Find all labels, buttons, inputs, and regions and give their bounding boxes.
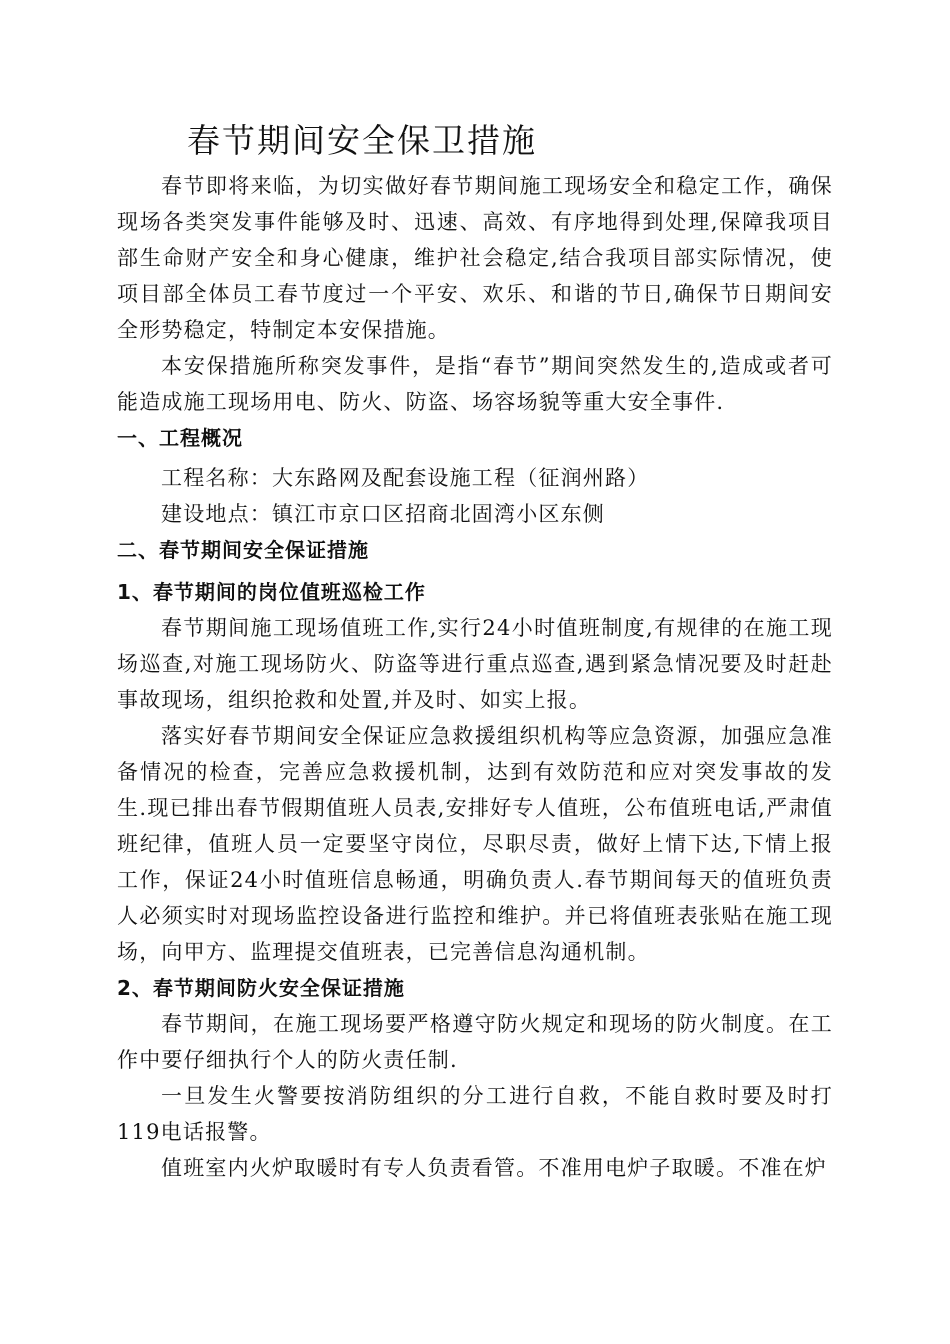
project-name-line: 工程名称：大东路网及配套设施工程（征润州路） bbox=[161, 466, 650, 490]
intro-paragraph-1: 春节即将来临，为切实做好春节期间施工现场安全和稳定工作，确保现场各类突发事件能够及时、迅速、高效、有序地得到处理,保障我项目部生命财产安全和身心健康，维护社会稳定,结合我项目部实际情况，使项目部全体员工春节度过一个平安、欢乐、和谐的节日,确保节日期间安全形势稳定，特制定本安保措施。 bbox=[117, 174, 833, 342]
fire-paragraph-2: 一旦发生火警要按消防组织的分工进行自救，不能自救时要及时打119电话报警。 bbox=[117, 1084, 833, 1144]
document-title: 春节期间安全保卫措施 bbox=[187, 121, 537, 160]
section-heading-overview: 一、工程概况 bbox=[117, 426, 243, 450]
fire-paragraph-3: 值班室内火炉取暖时有专人负责看管。不准用电炉子取暖。不准在炉 bbox=[161, 1156, 827, 1180]
intro-paragraph-2: 本安保措施所称突发事件，是指“春节”期间突然发生的,造成或者可能造成施工现场用电、防火、防盗、场容场貌等重大安全事件. bbox=[117, 354, 833, 414]
duty-paragraph-2: 落实好春节期间安全保证应急救援组织机构等应急资源，加强应急准备情况的检查，完善应急救援机制，达到有效防范和应对突发事故的发生.现已排出春节假期值班人员表,安排好专人值班，公布值班电话,严肃值班纪律，值班人员一定要坚守岗位，尽职尽责，做好上情下达,下情上报工作，保证24小时值班信息畅通，明确负责人.春节期间每天的值班负责人必须实时对现场监控设备进行监控和维护。并已将值班表张贴在施工现场，向甲方、监理提交值班表，已完善信息沟通机制。 bbox=[117, 724, 833, 964]
duty-paragraph-1: 春节期间施工现场值班工作,实行24小时值班制度,有规律的在施工现场巡查,对施工现场防火、防盗等进行重点巡查,遇到紧急情况要及时赶赴事故现场，组织抢救和处置,并及时、如实上报。 bbox=[117, 616, 833, 712]
subsection-heading-duty-patrol: 1、春节期间的岗位值班巡检工作 bbox=[117, 580, 426, 604]
fire-paragraph-1: 春节期间，在施工现场要严格遵守防火规定和现场的防火制度。在工作中要仔细执行个人的防火责任制. bbox=[117, 1012, 833, 1072]
project-location-line: 建设地点：镇江市京口区招商北固湾小区东侧 bbox=[161, 502, 605, 526]
subsection-heading-fire-safety: 2、春节期间防火安全保证措施 bbox=[117, 976, 405, 1000]
document-body bbox=[117, 168, 833, 1186]
section-heading-safety-measures: 二、春节期间安全保证措施 bbox=[117, 538, 369, 562]
